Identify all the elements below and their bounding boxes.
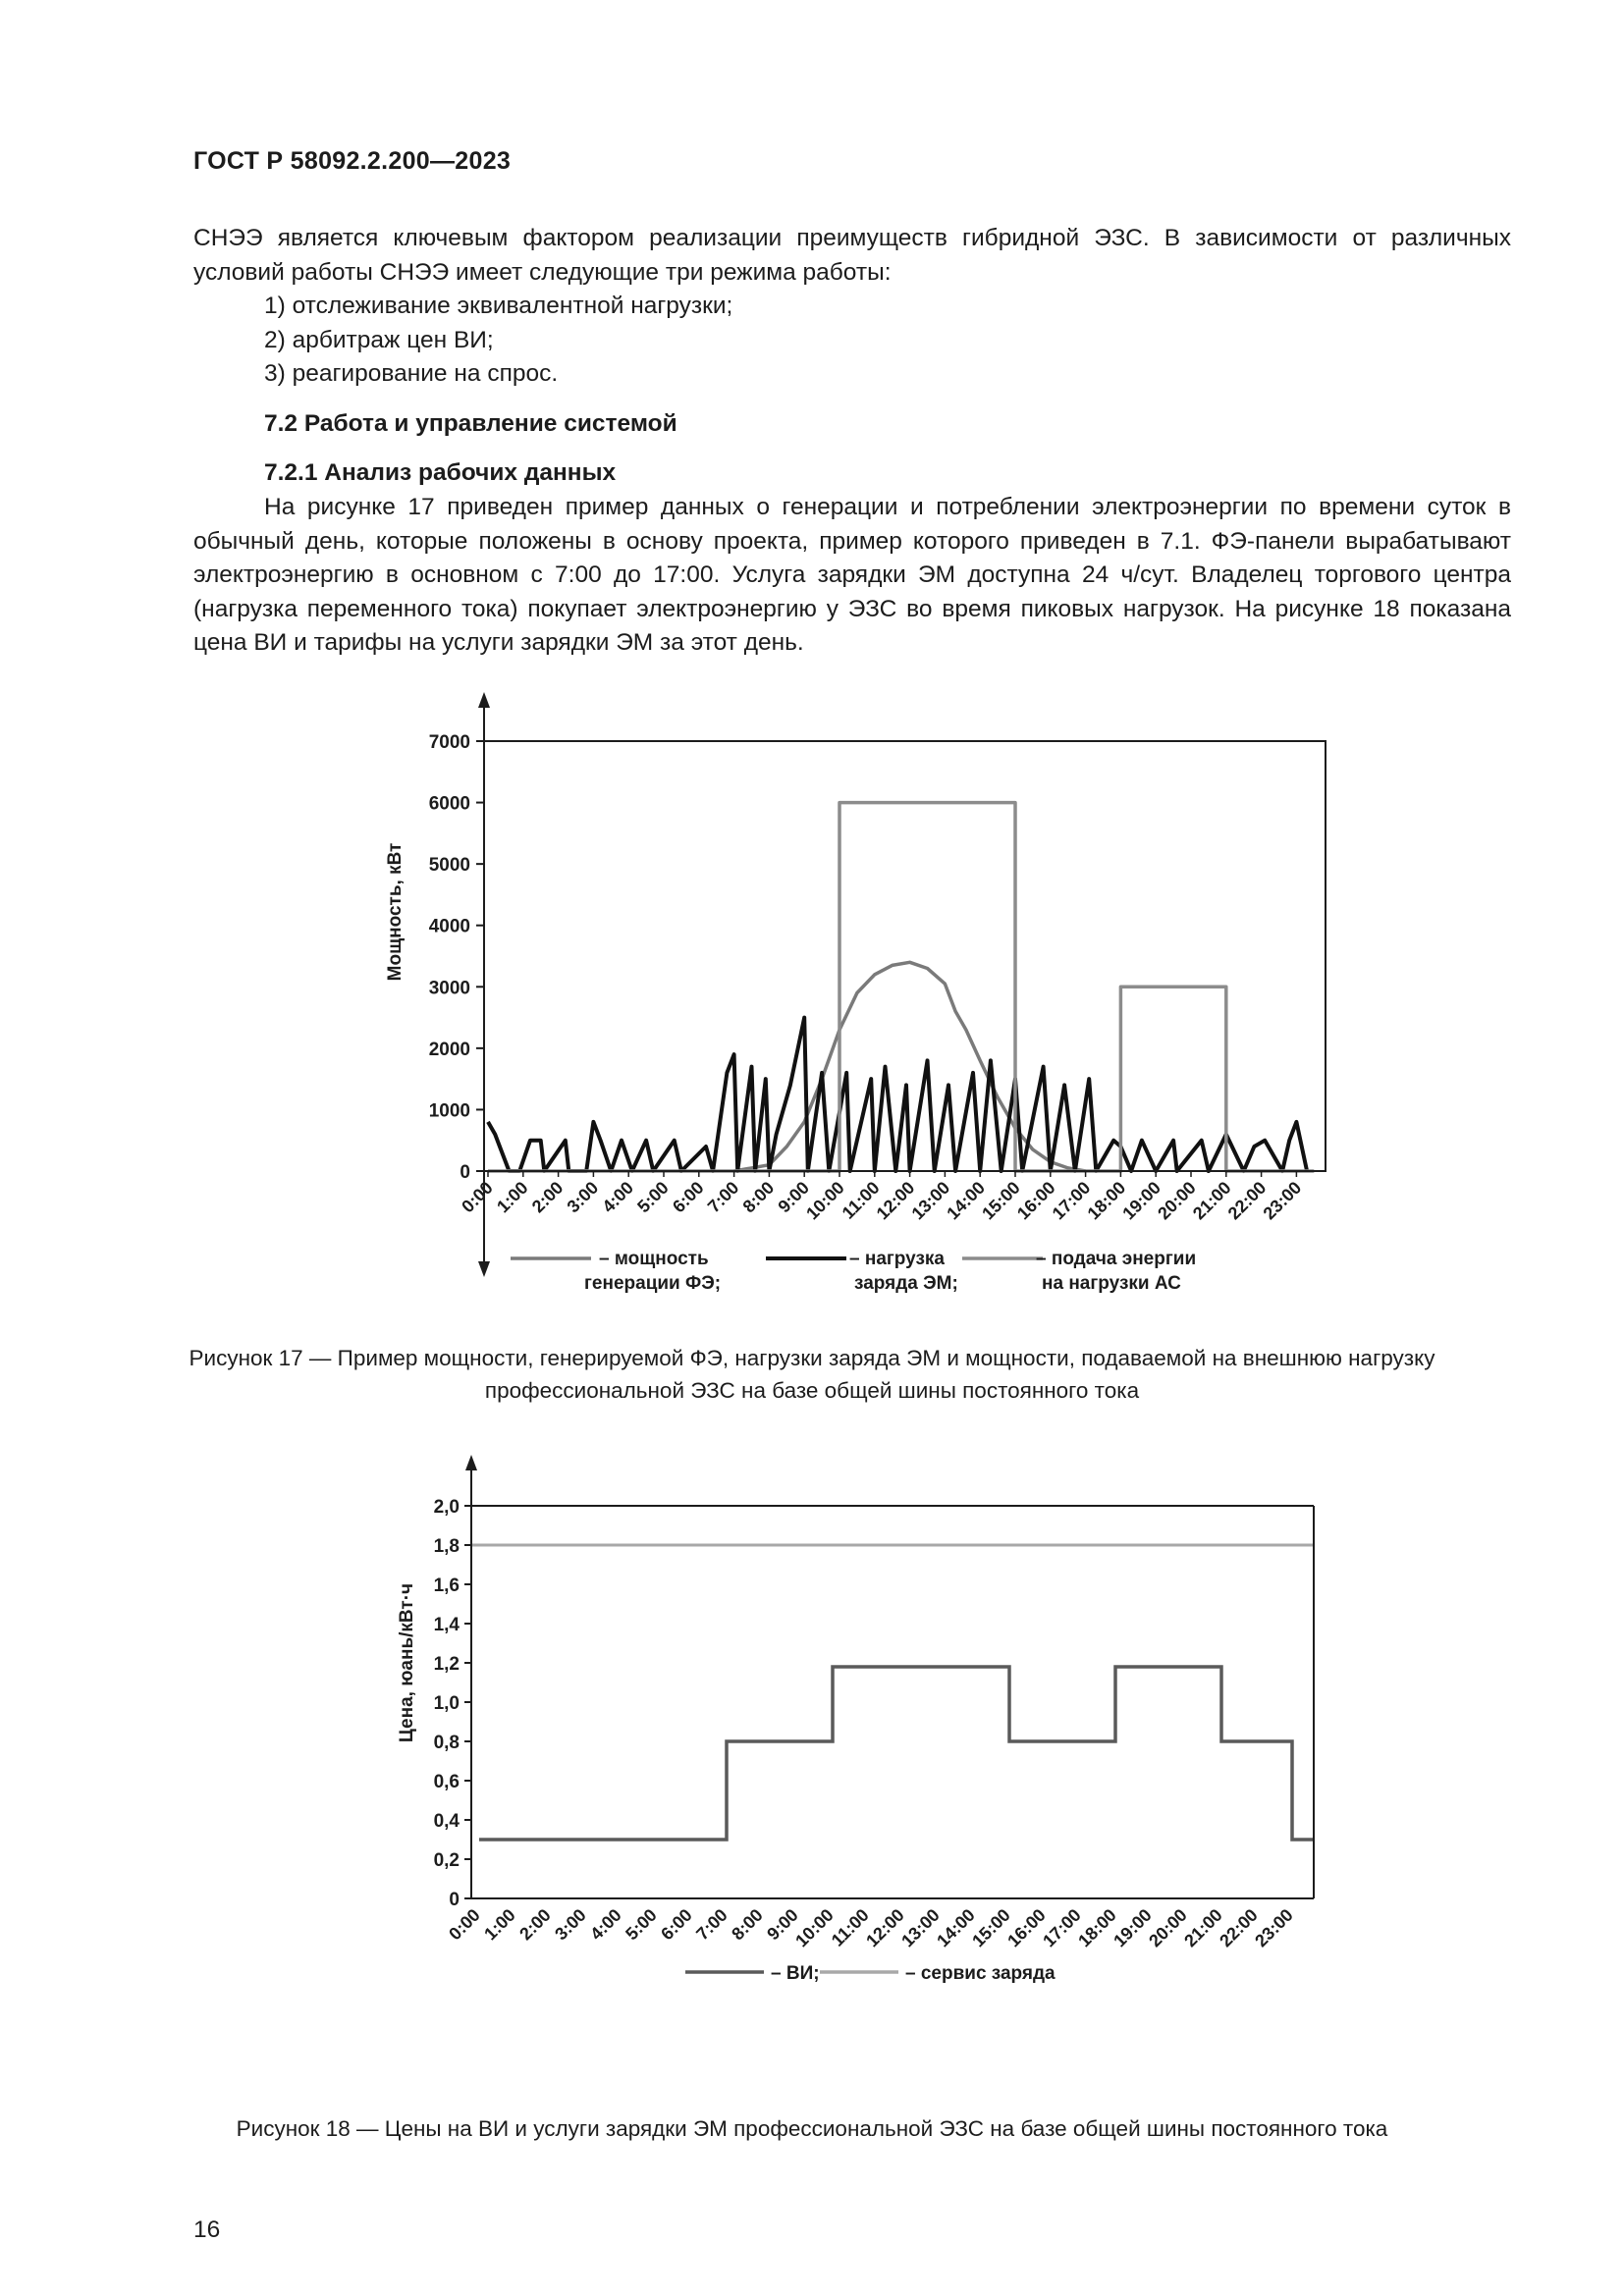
y-axis-arrow-down (478, 1261, 490, 1277)
figure-18-caption: Рисунок 18 — Цены на ВИ и услуги зарядки ЭМ профессиональной ЭЗС на базе общей шины постоянного тока (236, 2116, 1388, 2141)
y-axis-label: Цена, юань/кВт·ч (397, 1582, 417, 1743)
legend-label: – сервис заряда (905, 1963, 1056, 1984)
x-tick-label: 18:00 (1074, 1904, 1120, 1951)
x-tick-label: 9:00 (763, 1904, 802, 1945)
x-tick-label: 4:00 (598, 1177, 638, 1217)
x-tick-label: 1:00 (480, 1904, 519, 1945)
series-ev-charging-load-line (488, 1018, 1307, 1171)
legend-label: – нагрузка (849, 1249, 945, 1269)
x-tick-label: 15:00 (968, 1904, 1014, 1951)
legend-label: заряда ЭМ; (854, 1273, 958, 1294)
legend-label: – мощность (599, 1249, 709, 1269)
x-tick-label: 3:00 (563, 1177, 603, 1217)
x-tick-label: 20:00 (1145, 1904, 1191, 1951)
y-tick-label: 0 (460, 1162, 470, 1183)
x-tick-label: 13:00 (907, 1177, 954, 1224)
y-axis-arrow-up (478, 692, 490, 708)
list-item: 1) отслеживание эквивалентной нагрузки; (264, 293, 733, 319)
x-tick-label: 16:00 (1003, 1904, 1050, 1951)
x-tick-label: 20:00 (1154, 1177, 1200, 1224)
x-tick-label: 0:00 (458, 1177, 497, 1217)
body-text (193, 491, 1511, 661)
legend-label: генерации ФЭ; (584, 1273, 722, 1294)
x-tick-label: 4:00 (586, 1904, 625, 1945)
series-vi-price-line (479, 1667, 1314, 1840)
x-tick-label: 22:00 (1216, 1904, 1262, 1951)
x-tick-label: 0:00 (445, 1904, 484, 1945)
y-tick-label: 1,6 (433, 1575, 460, 1596)
subsection-heading: 7.2.1 Анализ рабочих данных (264, 459, 617, 486)
x-tick-label: 6:00 (669, 1177, 708, 1217)
x-tick-label: 12:00 (862, 1904, 908, 1951)
x-tick-label: 3:00 (551, 1904, 590, 1945)
x-tick-label: 21:00 (1188, 1177, 1235, 1224)
y-axis-arrow-up (465, 1455, 477, 1470)
x-tick-label: 13:00 (897, 1904, 944, 1951)
x-tick-label: 23:00 (1259, 1177, 1306, 1224)
y-tick-label: 2000 (428, 1039, 470, 1060)
figure-18-chart (373, 1451, 1335, 2001)
x-tick-label: 7:00 (692, 1904, 731, 1945)
y-tick-label: 5000 (428, 855, 470, 877)
list-item: 3) реагирование на спрос. (264, 360, 559, 387)
y-tick-label: 1000 (428, 1100, 470, 1122)
x-tick-label: 19:00 (1110, 1904, 1156, 1951)
y-tick-label: 7000 (428, 732, 470, 753)
x-tick-label: 22:00 (1223, 1177, 1271, 1224)
y-tick-label: 1,2 (433, 1654, 460, 1675)
x-tick-label: 10:00 (791, 1904, 838, 1951)
x-tick-label: 15:00 (978, 1177, 1024, 1224)
x-tick-label: 5:00 (622, 1904, 661, 1945)
y-tick-label: 6000 (428, 793, 470, 815)
intro-paragraph: СНЭЭ является ключевым фактором реализации преимуществ гибридной ЭЗС. В зависимости от различных условий работы СНЭЭ имеет следующие три режима работы: (193, 225, 1511, 286)
section-heading: 7.2 Работа и управление системой (264, 410, 677, 437)
y-tick-label: 3000 (428, 978, 470, 999)
y-tick-label: 2,0 (433, 1497, 460, 1518)
y-tick-label: 1,8 (433, 1536, 460, 1557)
x-tick-label: 18:00 (1083, 1177, 1130, 1224)
x-tick-label: 6:00 (657, 1904, 696, 1945)
x-tick-label: 1:00 (493, 1177, 532, 1217)
y-tick-label: 0,8 (433, 1733, 460, 1753)
x-tick-label: 9:00 (774, 1177, 814, 1217)
x-tick-label: 21:00 (1180, 1904, 1226, 1951)
legend-label: на нагрузки АС (1042, 1273, 1181, 1294)
y-tick-label: 0,4 (433, 1811, 460, 1832)
legend-label: – подача энергии (1036, 1249, 1197, 1269)
intro-block (193, 222, 1511, 392)
x-tick-label: 16:00 (1012, 1177, 1059, 1224)
x-tick-label: 11:00 (838, 1177, 884, 1223)
document-code: ГОСТ Р 58092.2.200—2023 (193, 147, 512, 175)
x-tick-label: 14:00 (943, 1177, 990, 1224)
y-tick-label: 1,4 (433, 1615, 460, 1635)
x-tick-label: 8:00 (738, 1177, 779, 1217)
y-tick-label: 1,0 (433, 1693, 460, 1714)
x-tick-label: 5:00 (633, 1177, 673, 1217)
figure-17-chart (353, 692, 1335, 1320)
body-paragraph: На рисунке 17 приведен пример данных о генерации и потреблении электроэнергии по времени суток в обычный день, которые положены в основу проекта, пример которого приведен в 7.1. ФЭ-панели вырабатывают электроэнергию в основном с 7:00 до 17:00. Услуга зарядки ЭМ доступна 24 ч/сут. Владелец торгового центра (нагрузка переменного тока) покупает электроэнергию у ЭЗС во время пиковых нагрузок. На рисунке 18 показана цена ВИ и тарифы на услуги зарядки ЭМ за этот день. (193, 494, 1511, 656)
x-tick-label: 17:00 (1039, 1904, 1085, 1951)
legend-label: – ВИ; (771, 1963, 820, 1984)
x-tick-label: 2:00 (527, 1177, 568, 1217)
x-tick-label: 17:00 (1048, 1177, 1095, 1224)
x-tick-label: 23:00 (1251, 1904, 1297, 1951)
x-tick-label: 12:00 (872, 1177, 919, 1224)
x-tick-label: 7:00 (703, 1177, 743, 1217)
y-tick-label: 4000 (428, 916, 470, 937)
x-tick-label: 19:00 (1118, 1177, 1165, 1224)
x-tick-label: 2:00 (515, 1904, 555, 1945)
y-tick-label: 0 (449, 1890, 460, 1910)
page-number: 16 (193, 2216, 221, 2243)
x-tick-label: 14:00 (933, 1904, 979, 1951)
y-axis-label: Мощность, кВт (385, 842, 406, 982)
list-item: 2) арбитраж цен ВИ; (264, 326, 494, 353)
y-tick-label: 0,2 (433, 1850, 460, 1871)
x-tick-label: 10:00 (802, 1177, 848, 1224)
figure-17-caption: Рисунок 17 — Пример мощности, генерируемой ФЭ, нагрузки заряда ЭМ и мощности, подаваемой на внешнюю нагрузку профессиональной ЭЗС на базе общей шины постоянного тока (189, 1346, 1435, 1403)
x-tick-label: 11:00 (827, 1904, 873, 1950)
x-tick-label: 8:00 (728, 1904, 767, 1945)
y-tick-label: 0,6 (433, 1772, 460, 1792)
